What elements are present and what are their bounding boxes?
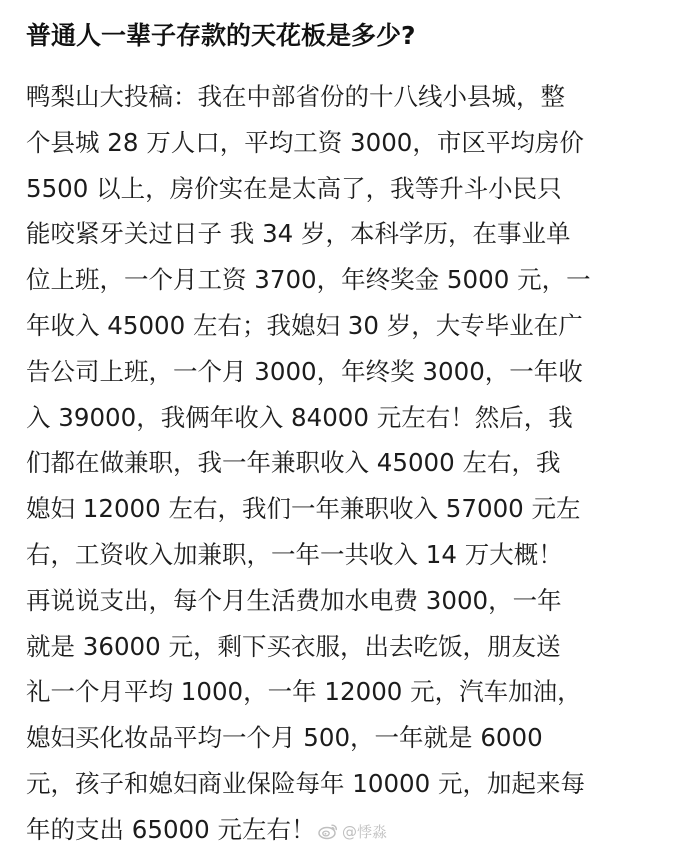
body-line: 鸭梨山大投稿：我在中部省份的十八线小县城，整 xyxy=(26,82,565,111)
body-line: 媳妇 12000 左右，我们一年兼职收入 57000 元左 xyxy=(26,494,581,524)
body-line: 元，孩子和媳妇商业保险每年 10000 元，加起来每 xyxy=(26,768,586,798)
body-line: 告公司上班，一个月 3000，年终奖 3000，一年收 xyxy=(26,356,583,386)
body-line: 能咬紧牙关过日子 我 34 岁，本科学历，在事业单 xyxy=(26,219,571,249)
body-line: 5500 以上，房价实在是太高了，我等升斗小民只 xyxy=(26,173,562,203)
post-title: 普通人一辈子存款的天花板是多少? xyxy=(26,21,416,50)
body-line: 年的支出 65000 元左右！ xyxy=(26,814,316,844)
body-line: 就是 36000 元，剩下买衣服，出去吃饭，朋友送 xyxy=(26,631,561,661)
watermark-text: @悸淼 xyxy=(342,822,388,841)
body-line: 再说说支出，每个月生活费加水电费 3000，一年 xyxy=(26,585,562,615)
body-line: 位上班，一个月工资 3700，年终奖金 5000 元，一 xyxy=(26,265,591,295)
weibo-logo-icon xyxy=(318,822,338,840)
post-body xyxy=(26,74,676,853)
body-line: 右，工资收入加兼职，一年一共收入 14 万大概！ xyxy=(26,539,563,569)
body-line: 礼一个月平均 1000，一年 12000 元，汽车加油， xyxy=(26,677,582,707)
body-line: 媳妇买化妆品平均一个月 500，一年就是 6000 xyxy=(26,723,543,753)
body-line: 个县城 28 万人口，平均工资 3000，市区平均房价 xyxy=(26,127,584,157)
body-line: 年收入 45000 左右；我媳妇 30 岁，大专毕业在广 xyxy=(26,310,583,340)
body-line: 入 39000，我俩年收入 84000 元左右！然后，我 xyxy=(26,402,573,432)
body-line: 们都在做兼职，我一年兼职收入 45000 左右，我 xyxy=(26,448,561,478)
watermark xyxy=(318,818,387,844)
